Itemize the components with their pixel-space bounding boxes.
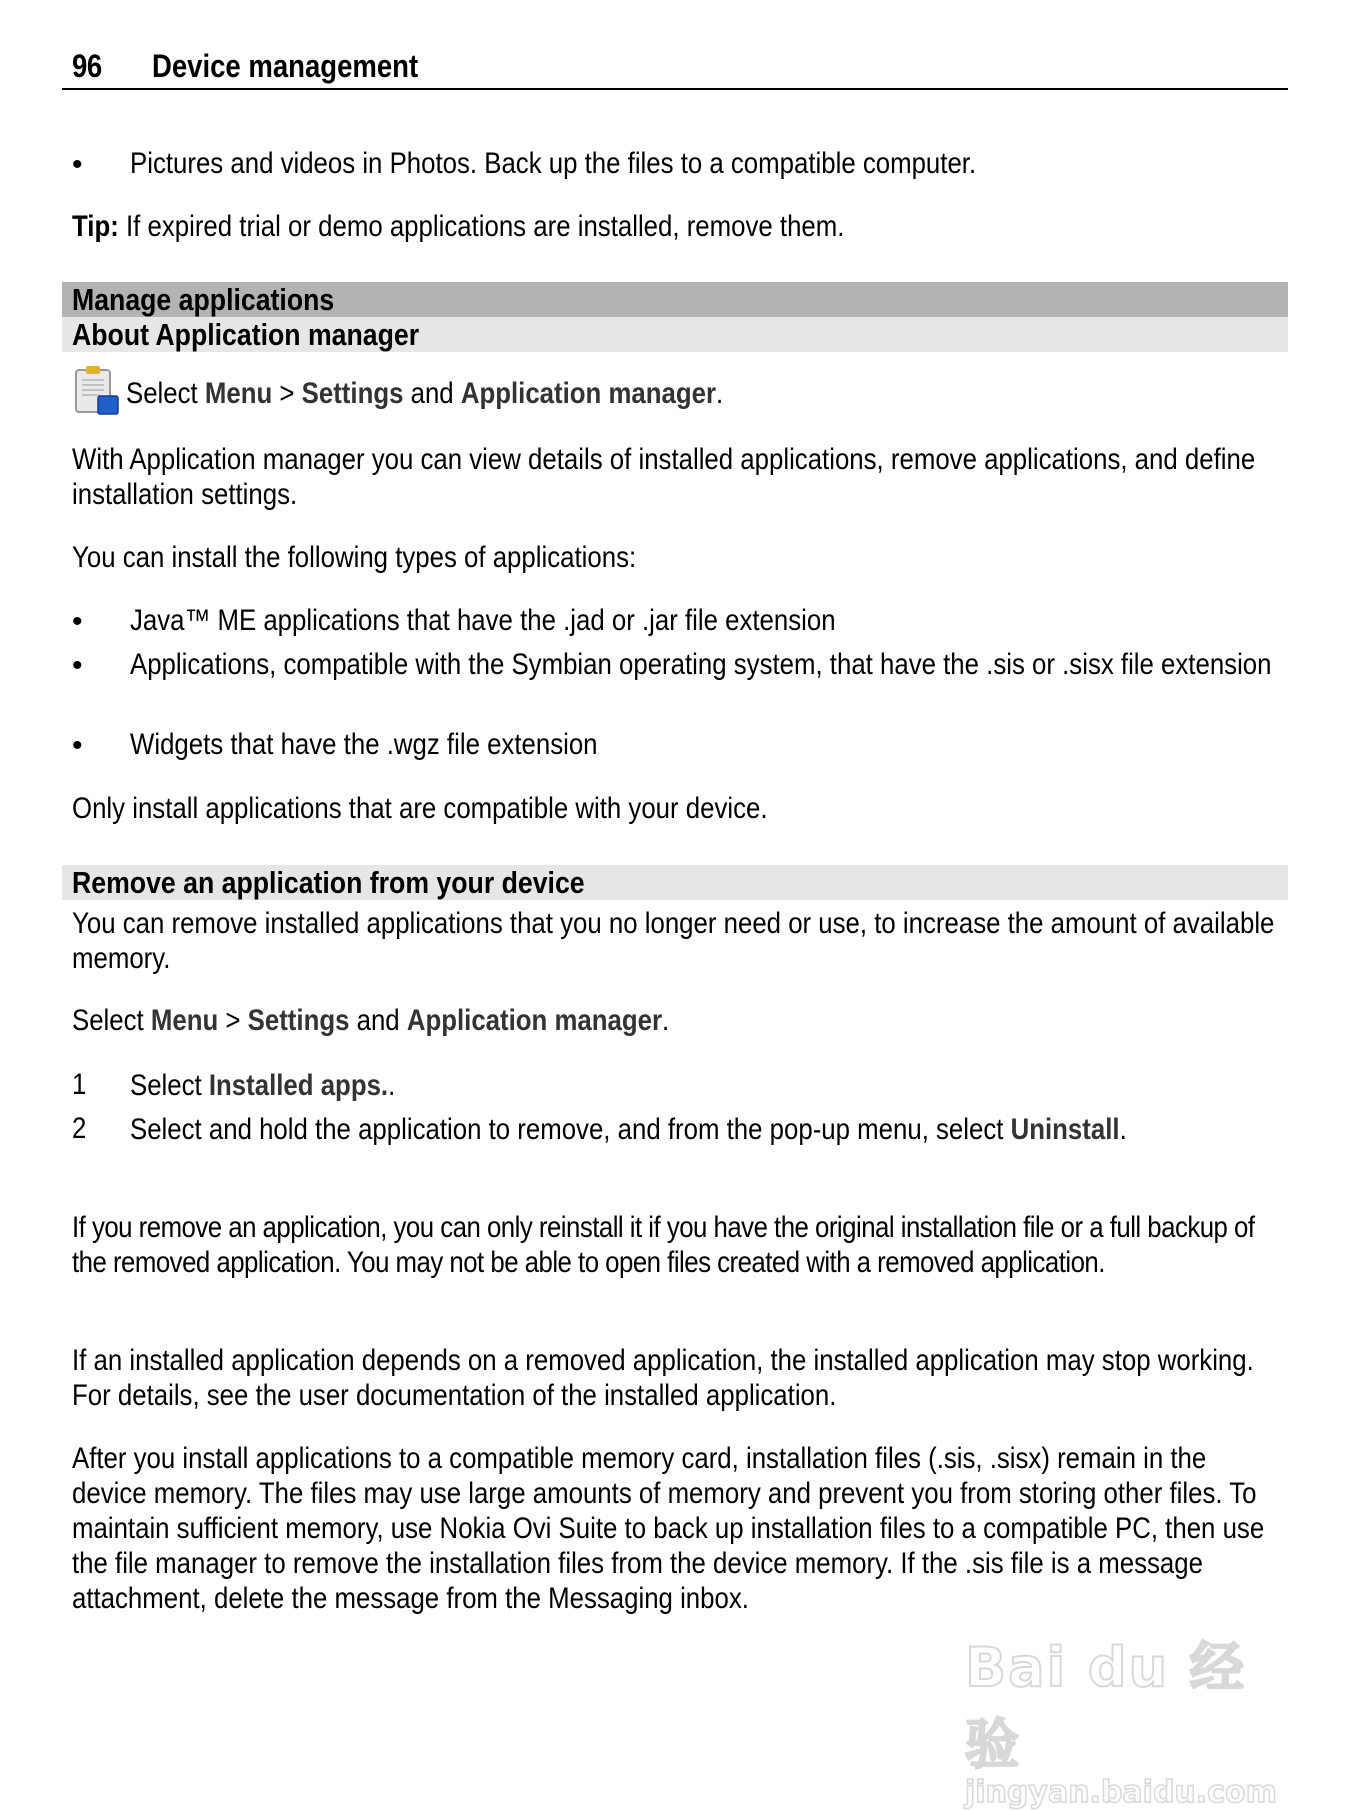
- step-text: Select: [130, 1069, 209, 1102]
- dependency-paragraph: If an installed application depends on a removed application, the installed application may stop working. For details, see the user documentation of the installed application.: [72, 1344, 1254, 1412]
- watermark-url: jingyan.baidu.com: [965, 1775, 1277, 1810]
- installed-apps-link[interactable]: Installed apps.: [208, 1069, 389, 1102]
- select-text: Select: [126, 377, 205, 410]
- select-text: Select: [72, 1004, 151, 1037]
- period: .: [662, 1004, 670, 1037]
- step-1: [130, 1068, 395, 1103]
- subsection-heading: [62, 317, 1288, 352]
- baidu-watermark: [965, 1625, 1277, 1810]
- memory-paragraph: After you install applications to a compatible memory card, installation files (.sis, .sisx) remain in the device memory. The files may use large amounts of memory and prevent you from storing other files. To maintain sufficient memory, use Nokia Ovi Suite to back up installation files to a compatible PC, then use the file manager to remove the installation files from the device memory. If the .sis file is a message attachment, delete the message from the Messaging inbox.: [72, 1442, 1265, 1615]
- step-number: 2: [72, 1112, 87, 1145]
- bullet-icon: •: [72, 148, 83, 181]
- tip-text: If expired trial or demo applications are installed, remove them.: [118, 210, 845, 243]
- settings-link[interactable]: Settings: [301, 377, 404, 410]
- step-2: [130, 1112, 1287, 1147]
- subsection-heading-text: About Application manager: [72, 317, 420, 352]
- period: .: [388, 1069, 396, 1102]
- period: .: [1119, 1113, 1127, 1146]
- chapter-title: Device management: [152, 48, 419, 84]
- tip: [72, 209, 844, 244]
- subsection-heading-text: Remove an application from your device: [72, 865, 585, 900]
- reinstall-paragraph: If you remove an application, you can only reinstall it if you have the original installation file or a full backup of the removed application. You may not be able to open files created with a removed application.: [72, 1211, 1255, 1279]
- section-heading: [62, 282, 1288, 317]
- compatibility-note: Only install applications that are compatible with your device.: [72, 792, 768, 825]
- baidu-logo: Bai du 经验: [965, 1636, 1246, 1776]
- settings-link[interactable]: Settings: [247, 1004, 350, 1037]
- select-path-2: [72, 1003, 669, 1038]
- menu-link[interactable]: Menu: [204, 377, 273, 410]
- step-number: 1: [72, 1068, 87, 1101]
- menu-link[interactable]: Menu: [150, 1004, 219, 1037]
- application-manager-icon: [74, 364, 120, 416]
- page-number: 96: [72, 48, 102, 84]
- intro-bullet: Pictures and videos in Photos. Back up the files to a compatible computer.: [130, 147, 977, 180]
- subsection-heading: [62, 865, 1288, 900]
- and-text: and: [403, 377, 461, 410]
- path-separator: >: [218, 1004, 248, 1037]
- type-item: Applications, compatible with the Symbian operating system, that have the .sis or .sisx file extension: [130, 648, 1272, 681]
- running-head: [62, 44, 1288, 90]
- install-types-intro: You can install the following types of applications:: [72, 541, 637, 574]
- bullet-icon: •: [72, 729, 83, 762]
- section-heading-text: Manage applications: [72, 282, 335, 317]
- bullet-icon: •: [72, 649, 83, 682]
- tip-label: Tip:: [72, 210, 119, 243]
- app-manager-link[interactable]: Application manager: [460, 377, 717, 410]
- and-text: and: [349, 1004, 407, 1037]
- uninstall-option[interactable]: Uninstall: [1010, 1113, 1120, 1146]
- step-text: Select and hold the application to remove, and from the pop-up menu, select: [130, 1113, 1011, 1146]
- type-item: Widgets that have the .wgz file extension: [130, 728, 598, 761]
- about-paragraph: With Application manager you can view details of installed applications, remove applications, and define installation settings.: [72, 443, 1256, 511]
- period: .: [716, 377, 724, 410]
- remove-intro: You can remove installed applications that you no longer need or use, to increase the amount of available memory.: [72, 907, 1275, 975]
- bullet-icon: •: [72, 605, 83, 638]
- app-manager-link[interactable]: Application manager: [406, 1004, 663, 1037]
- path-separator: >: [272, 377, 302, 410]
- type-item: Java™ ME applications that have the .jad or .jar file extension: [130, 604, 836, 637]
- select-path-1: [126, 376, 723, 411]
